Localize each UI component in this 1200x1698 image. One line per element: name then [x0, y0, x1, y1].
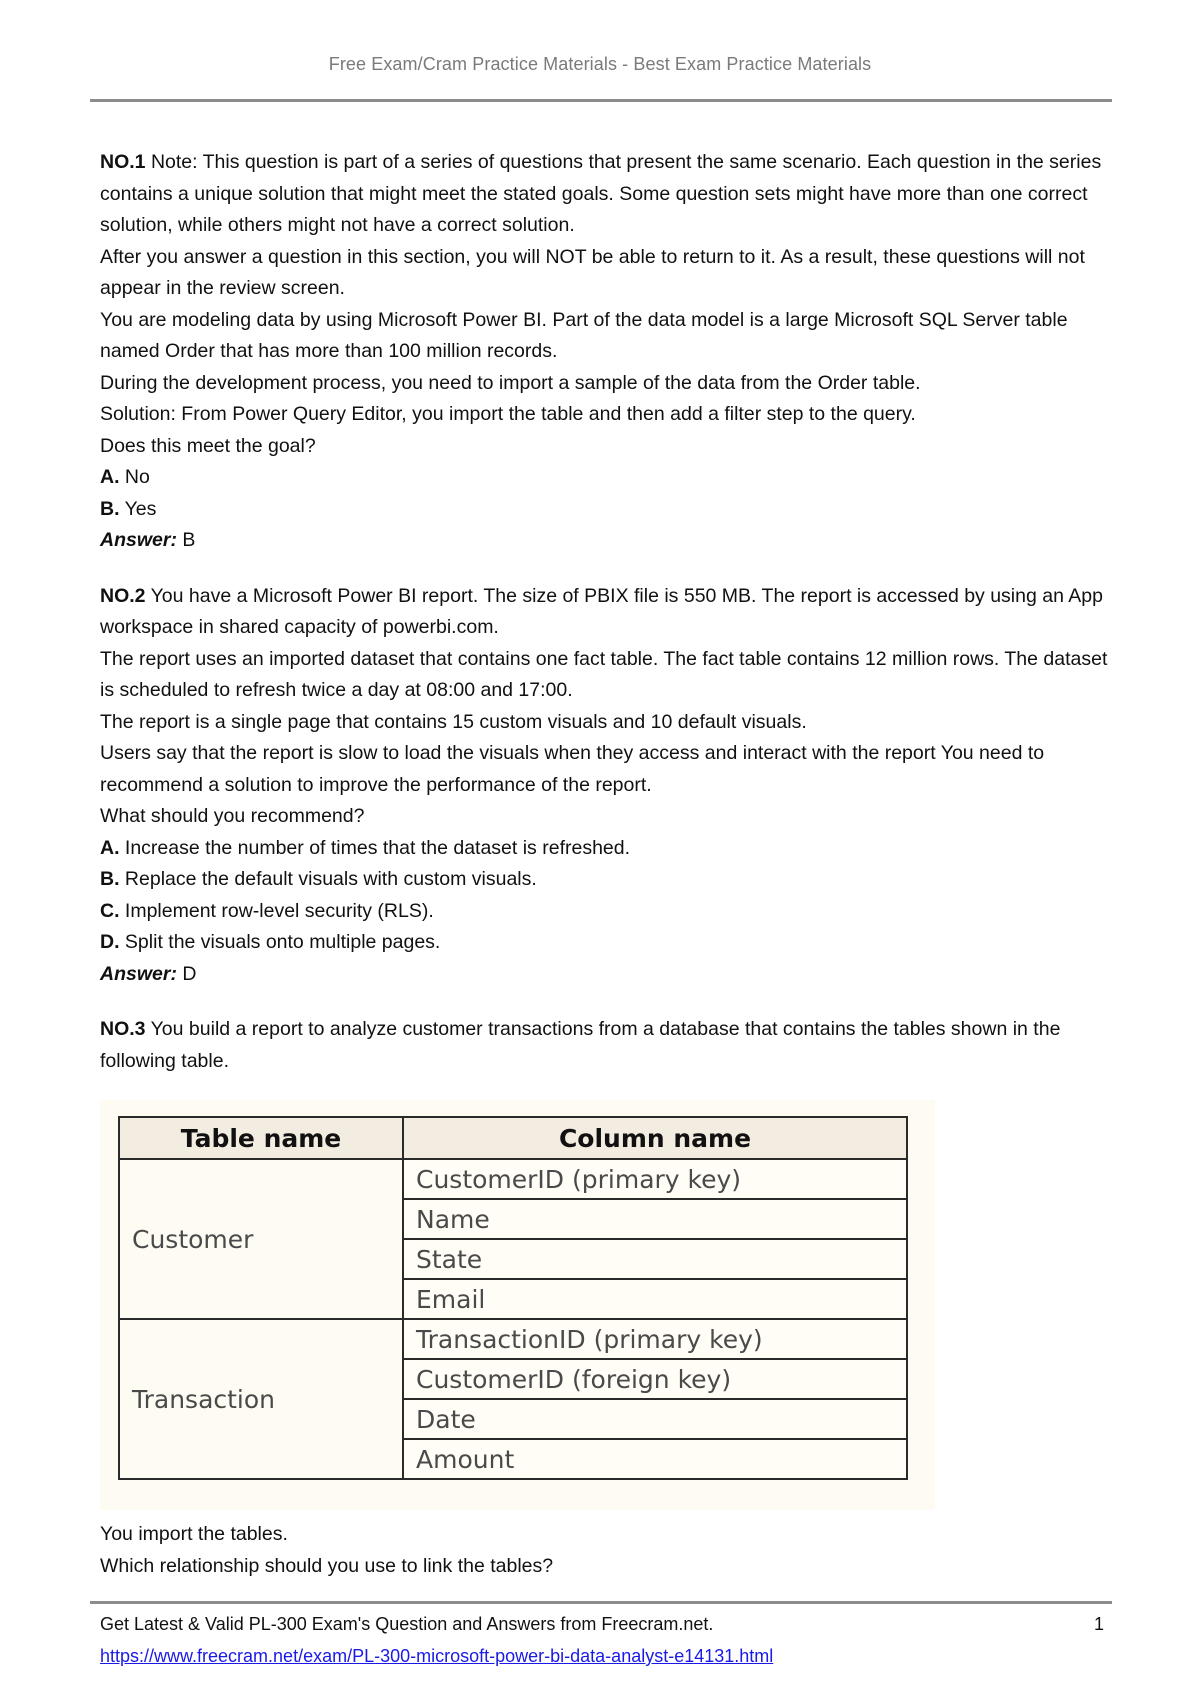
question-paragraph: NO.1 Note: This question is part of a series of questions that present the same scenario. Each question in the series contains a unique solution that might meet the stated goals. Some question sets might have more than one correct solution, while others might not have a correct solution. [100, 151, 1102, 236]
question-2 [100, 581, 1110, 991]
question-number: NO.1 [100, 151, 146, 173]
question-paragraph: What should you recommend? [100, 805, 365, 827]
question-paragraph: During the development process, you need to import a sample of the data from the Order table. [100, 371, 921, 394]
question-paragraph: You import the tables. [100, 1523, 288, 1545]
schema-table [118, 1116, 908, 1480]
question-1 [100, 147, 1110, 557]
page-number: 1 [1094, 1614, 1105, 1634]
question-3-continued [100, 1519, 553, 1582]
question-paragraph: The report uses an imported dataset that contains one fact table. The fact table contains 12 million rows. The dataset is scheduled to refresh twice a day at 08:00 and 17:00. [100, 647, 1108, 701]
question-3 [100, 1014, 1110, 1077]
column-name-cell: TransactionID (primary key) [403, 1319, 907, 1359]
footer-text: Get Latest & Valid PL-300 Exam's Question and Answers from Freecram.net. [100, 1614, 714, 1634]
table-row [119, 1159, 907, 1199]
column-name-cell: CustomerID (foreign key) [403, 1359, 907, 1399]
header-divider [90, 99, 1112, 102]
question-paragraph: Which relationship should you use to link the tables? [100, 1554, 554, 1577]
header-column-name: Column name [403, 1117, 907, 1159]
table-name-cell: Customer [119, 1159, 403, 1319]
question-paragraph: Users say that the report is slow to load the visuals when they access and interact with the report You need to recommend a solution to improve the performance of the report. [100, 742, 1045, 796]
question-paragraph: After you answer a question in this section, you will NOT be able to return to it. As a result, these questions will not appear in the review screen. [100, 245, 1085, 299]
question-paragraph: NO.2 You have a Microsoft Power BI report. The size of PBIX file is 550 MB. The report is accessed by using an App workspace in shared capacity of powerbi.com. [100, 584, 1103, 638]
option-a: A. Increase the number of times that the dataset is refreshed. [100, 836, 631, 859]
column-name-cell: Email [403, 1279, 907, 1319]
option-a: A. No [100, 466, 150, 488]
table-row [119, 1319, 907, 1359]
option-d: D. Split the visuals onto multiple pages. [100, 931, 441, 953]
question-number: NO.3 [100, 1018, 146, 1040]
column-name-cell: Amount [403, 1439, 907, 1479]
footer-link[interactable]: https://www.freecram.net/exam/PL-300-microsoft-power-bi-data-analyst-e14131.html [100, 1646, 774, 1666]
question-number: NO.2 [100, 584, 146, 607]
column-name-cell: State [403, 1239, 907, 1279]
answer: Answer: B [100, 529, 196, 551]
header-table-name: Table name [119, 1117, 403, 1159]
option-c: C. Implement row-level security (RLS). [100, 899, 434, 922]
schema-table-image [100, 1100, 935, 1510]
question-paragraph: Solution: From Power Query Editor, you import the table and then add a filter step to the query. [100, 403, 916, 425]
option-b: B. Replace the default visuals with custom visuals. [100, 868, 537, 890]
answer: Answer: D [100, 962, 197, 985]
table-name-cell: Transaction [119, 1319, 403, 1479]
document-body [100, 147, 1110, 1077]
option-b: B. Yes [100, 497, 157, 520]
question-paragraph: NO.3 You build a report to analyze customer transactions from a database that contains the tables shown in the following table. [100, 1018, 1061, 1072]
header-title: Free Exam/Cram Practice Materials - Best Exam Practice Materials [328, 54, 872, 74]
question-paragraph: Does this meet the goal? [100, 434, 316, 457]
footer-divider [90, 1601, 1112, 1604]
column-name-cell: Name [403, 1199, 907, 1239]
column-name-cell: Date [403, 1399, 907, 1439]
question-paragraph: You are modeling data by using Microsoft Power BI. Part of the data model is a large Microsoft SQL Server table named Order that has more than 100 million records. [100, 308, 1068, 362]
column-name-cell: CustomerID (primary key) [403, 1159, 907, 1199]
question-paragraph: The report is a single page that contains 15 custom visuals and 10 default visuals. [100, 710, 807, 733]
